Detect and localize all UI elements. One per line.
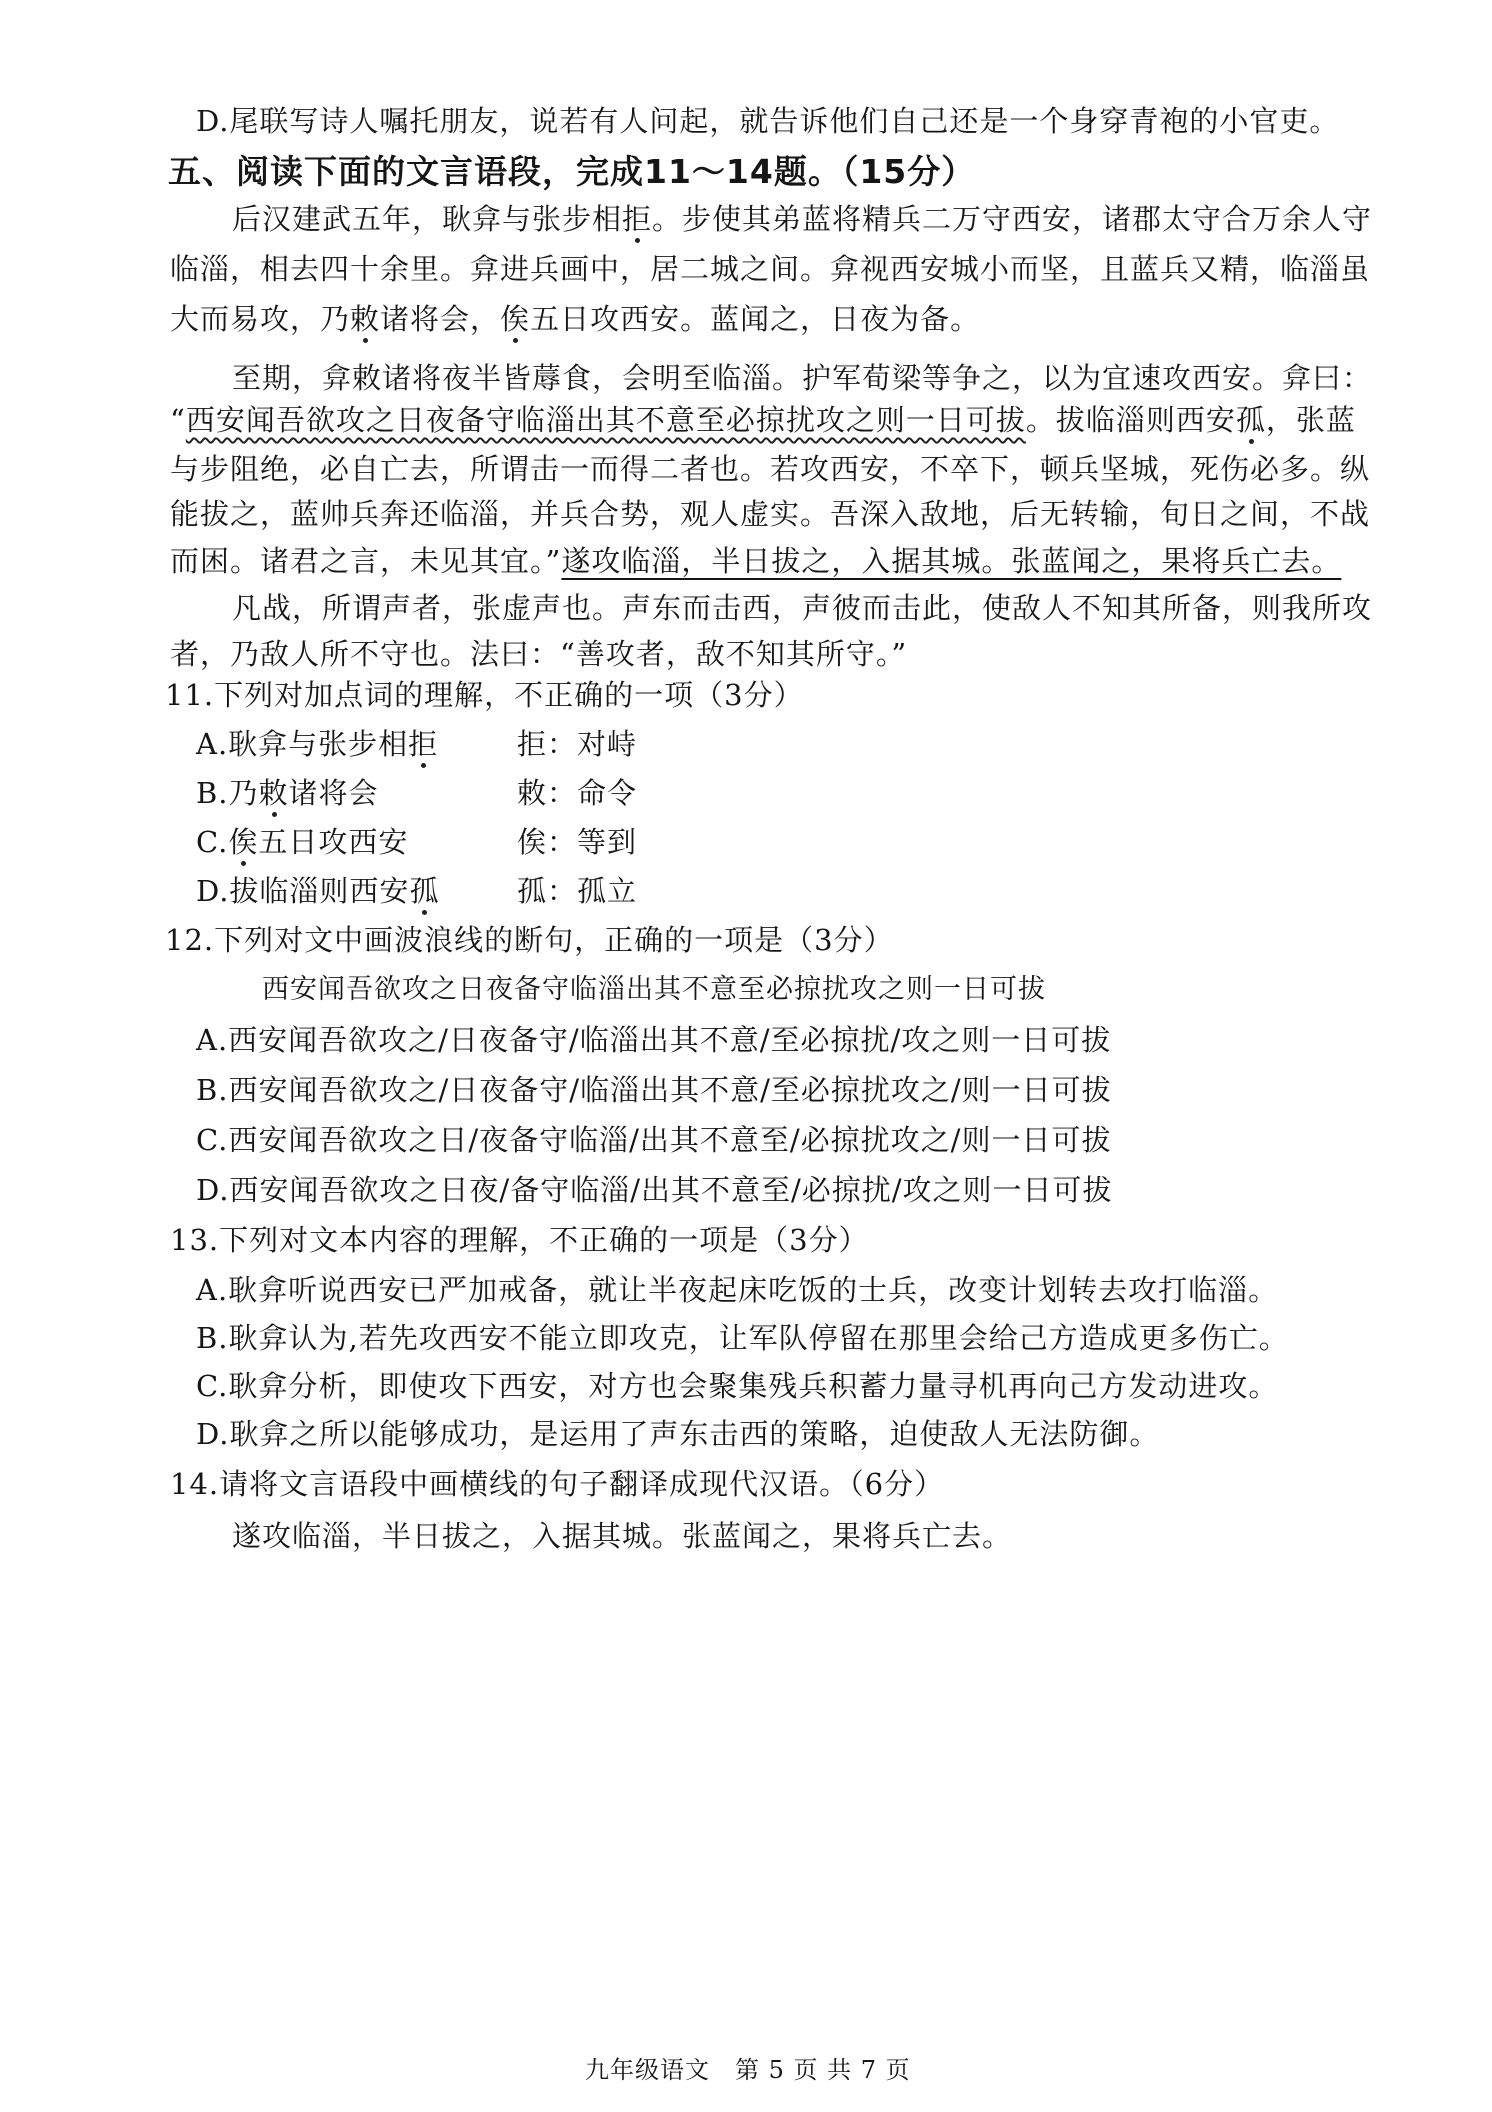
- q13-option-d: D.耿弇之所以能够成功，是运用了声东击西的策略，迫使敌人无法防御。: [196, 1417, 1160, 1451]
- text-run: 。拔临淄则西安: [1025, 403, 1236, 437]
- q11-option-b: [196, 773, 379, 813]
- passage-p1-line2: 临淄，相去四十余里。弇进兵画中，居二城之间。弇视西安城小而坚，且蓝兵又精，临淄虽: [170, 252, 1371, 286]
- dotted-word-ju: 拒: [622, 202, 653, 236]
- text-run: ，张蓝: [1265, 403, 1356, 437]
- q11-option-a: [196, 724, 438, 764]
- q10-option-d: D.尾联写诗人嘱托朋友，说若有人问起，就告诉他们自己还是一个身穿青袍的小官吏。: [196, 104, 1340, 138]
- text-run: C.: [196, 825, 229, 859]
- q11-gloss-d: 孤：孤立: [517, 874, 638, 908]
- dotted-word: 孤: [409, 874, 440, 908]
- q11-stem: 11.下列对加点词的理解，不正确的一项（3分）: [165, 678, 804, 712]
- passage-p1-line3: [170, 299, 980, 339]
- q11-option-d: [196, 871, 439, 911]
- text-run: 诸将会: [288, 776, 379, 810]
- q12-stem: 12.下列对文中画波浪线的断句，正确的一项是（3分）: [165, 923, 894, 957]
- text-run: “: [170, 403, 186, 437]
- q13-stem: 13.下列对文本内容的理解，不正确的一项是（3分）: [170, 1223, 869, 1257]
- q12-sentence: 西安闻吾欲攻之日夜备守临淄出其不意至必掠扰攻之则一日可拔: [262, 974, 1046, 1005]
- text-run: 五日攻西安: [258, 825, 409, 859]
- passage-p3-line1: 凡战，所谓声者，张虚声也。声东而击西，声彼而击此，使敌人不知其所备，则我所攻: [232, 591, 1373, 625]
- dotted-word-si: 俟: [500, 302, 531, 336]
- dotted-word-chi: 敕: [350, 302, 381, 336]
- passage-p2-line1: 至期，弇敕诸将夜半皆蓐食，会明至临淄。护军荀梁等争之，以为宜速攻西安。弇曰：: [232, 361, 1373, 395]
- q11-gloss-a: 拒：对峙: [517, 727, 638, 761]
- q14-sentence: 遂攻临淄，半日拔之，入据其城。张蓝闻之，果将兵亡去。: [232, 1519, 1013, 1553]
- passage-p2-line5: [170, 541, 1341, 581]
- dotted-word: 拒: [408, 727, 439, 761]
- q13-option-b: B.耿弇认为,若先攻西安不能立即攻克，让军队停留在那里会给己方造成更多伤亡。: [196, 1321, 1289, 1355]
- q12-option-b: B.西安闻吾欲攻之/日夜备守/临淄出其不意/至必掠扰攻之/则一日可拔: [196, 1073, 1112, 1107]
- section-five-title: 五、阅读下面的文言语段，完成11～14题。（15分）: [168, 152, 976, 191]
- underlined-sentence: 遂攻临淄，半日拔之，入据其城。张蓝闻之，果将兵亡去。: [561, 544, 1342, 578]
- text-run: B.乃: [196, 776, 259, 810]
- q12-option-d: D.西安闻吾欲攻之日夜/备守临淄/出其不意至/必掠扰/攻之则一日可拔: [196, 1173, 1113, 1207]
- passage-p2-line3: 与步阻绝，必自亡去，所谓击一而得二者也。若攻西安，不卒下，顿兵坚城，死伤必多。纵: [170, 452, 1371, 486]
- text-run: 而困。诸君之言，未见其宜。”: [170, 544, 562, 578]
- q11-gloss-b: 敕：命令: [517, 776, 638, 810]
- dotted-word: 俟: [228, 825, 259, 859]
- q11-option-c: [196, 822, 408, 862]
- q13-option-a: A.耿弇听说西安已严加戒备，就让半夜起床吃饭的士兵，改变计划转去攻打临淄。: [196, 1273, 1279, 1307]
- text-run: D.拔临淄则西安: [196, 874, 410, 908]
- passage-p3-line2: 者，乃敌人所不守也。法曰：“善攻者，敌不知其所守。”: [170, 637, 908, 671]
- q12-option-c: C.西安闻吾欲攻之日/夜备守临淄/出其不意至/必掠扰攻之/则一日可拔: [196, 1123, 1112, 1157]
- text-run: A.耿弇与张步相: [196, 727, 409, 761]
- passage-p2-line4: 能拔之，蓝帅兵奔还临淄，并兵合势，观人虚实。吾深入敌地，后无转输，旬日之间，不战: [170, 497, 1371, 531]
- q14-stem: 14.请将文言语段中画横线的句子翻译成现代汉语。（6分）: [170, 1467, 945, 1501]
- text-run: 诸将会，: [380, 302, 501, 336]
- text-run: 。步使其弟蓝将精兵二万守西安，诸郡太守合万余人守: [652, 202, 1373, 236]
- text-run: 后汉建武五年，耿弇与张步相: [232, 202, 623, 236]
- passage-p1-line1: [232, 199, 1372, 239]
- q13-option-c: C.耿弇分析，即使攻下西安，对方也会聚集残兵积蓄力量寻机再向己方发动进攻。: [196, 1369, 1279, 1403]
- q11-gloss-c: 俟：等到: [517, 825, 638, 859]
- q12-option-a: A.西安闻吾欲攻之/日夜备守/临淄出其不意/至必掠扰/攻之则一日可拔: [196, 1023, 1112, 1057]
- text-run: 大而易攻，乃: [170, 302, 351, 336]
- passage-p2-line2: [170, 400, 1356, 440]
- page-footer: 九年级语文 第 5 页 共 7 页: [585, 2056, 911, 2084]
- dotted-word-gu: 孤: [1235, 403, 1266, 437]
- dotted-word: 敕: [258, 776, 289, 810]
- text-run: 五日攻西安。蓝闻之，日夜为备。: [530, 302, 981, 336]
- wavy-underlined-sentence: 西安闻吾欲攻之日夜备守临淄出其不意至必掠扰攻之则一日可拔: [185, 403, 1026, 437]
